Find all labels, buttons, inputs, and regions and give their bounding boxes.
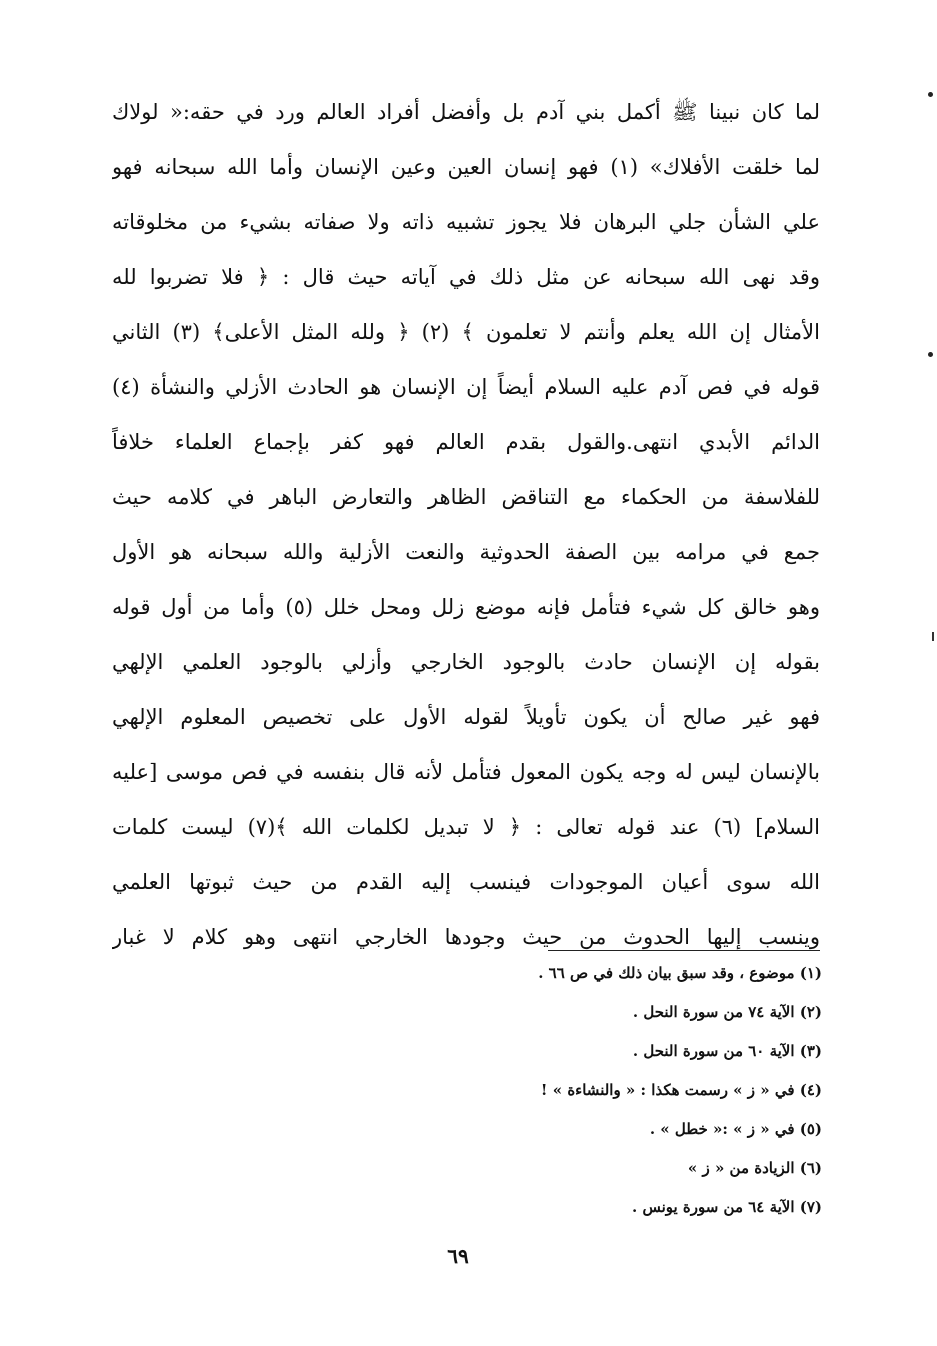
text-line: الدائم الأبدي انتهى.والقول بقدم العالم فهو كفر بإجماع العلماء خلافاً — [112, 430, 820, 454]
footnote-separator — [548, 950, 820, 951]
text-line: الله سوى أعيان الموجودات فينسب إليه القدم من حيث ثبوتها العلمي — [112, 870, 820, 894]
footnote: (٢) الآية ٧٤ من سورة النحل . — [632, 1003, 822, 1021]
text-line: جمع في مرامه بين الصفة الحدوثية والنعت الأزلية والله سبحانه هو الأول — [112, 540, 820, 564]
footnote: (٤) في « ز » رسمت هكذا : « والنشاءة » ! — [540, 1081, 822, 1099]
text-line: لما خلقت الأفلاك» (١) فهو إنسان العين وعين الإنسان وأما الله سبحانه فهو — [112, 155, 820, 179]
footnote: (٦) الزيادة من « ز » — [687, 1159, 822, 1177]
footnote: (١) موضوع ، وقد سبق بيان ذلك في ص ٦٦ . — [538, 964, 822, 982]
text-line: قوله في فص آدم عليه السلام أيضاً إن الإنسان هو الحادث الأزلي والنشأة (٤) — [112, 375, 820, 399]
text-line: السلام] (٦) عند قوله تعالى : ﴿ لا تبديل لكلمات الله ﴾(٧) ليست كلمات — [112, 815, 820, 839]
text-line: بقوله إن الإنسان حادث بالوجود الخارجي وأزلي بالوجود العلمي الإلهي — [112, 650, 820, 674]
text-line: وهو خالق كل شيء فتأمل فإنه موضع زلل ومحل خلل (٥) وأما من أول قوله — [112, 595, 820, 619]
footnote: (٣) الآية ٦٠ من سورة النحل . — [632, 1042, 822, 1060]
footnote: (٧) الآية ٦٤ من سورة يونس . — [632, 1198, 822, 1216]
text-line: الأمثال إن الله يعلم وأنتم لا تعلمون ﴾ (٢) ﴿ ولله المثل الأعلى﴾ (٣) الثاني — [112, 320, 820, 344]
text-line: بالإنسان ليس له وجه يكون المعول فتأمل لأنه قال بنفسه في فص موسى [عليه — [112, 760, 820, 784]
footnotes — [380, 955, 822, 1228]
text-line: فهو غير صالح أن يكون تأويلاً لقوله الأول على تخصيص المعلوم الإلهي — [112, 705, 820, 729]
text-line: علي الشأن جلي البرهان فلا يجوز تشبيه ذاته ولا صفاته بشيء من مخلوقاته — [112, 210, 820, 234]
margin-mark — [928, 352, 933, 357]
main-text — [112, 88, 820, 968]
footnote: (٥) في « ز » :« خطل » . — [649, 1120, 822, 1138]
text-line: للفلاسفة من الحكماء مع التناقض الظاهر والتعارض الباهر في كلامه حيث — [112, 485, 820, 509]
text-line: لما كان نبينا ﷺ أكمل بني آدم بل وأفضل أفراد العالم ورد في حقه:« لولاك — [112, 100, 820, 124]
margin-mark — [928, 92, 933, 97]
text-line: وينسب إليها الحدوث من حيث وجودها الخارجي انتهى وهو كلام لا غبار — [112, 925, 820, 949]
page-number: ٦٩ — [447, 1244, 469, 1268]
text-line: وقد نهى الله سبحانه عن مثل ذلك في آياته حيث قال : ﴿ فلا تضربوا لله — [112, 265, 820, 289]
margin-mark — [932, 632, 934, 641]
